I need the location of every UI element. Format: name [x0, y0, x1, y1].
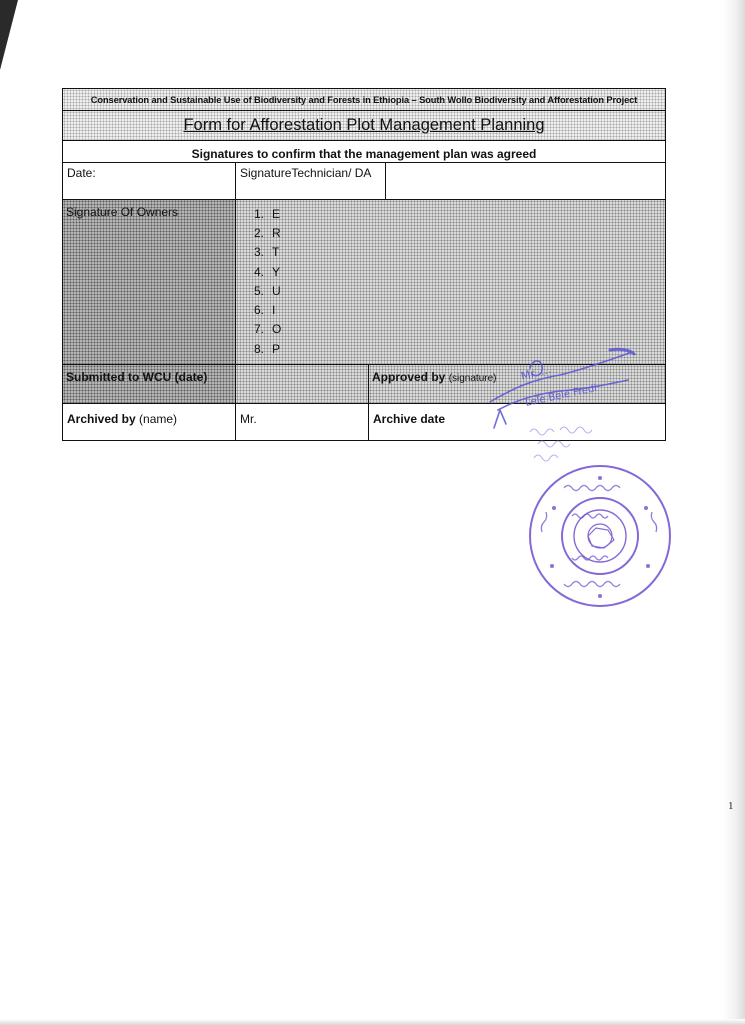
technician-signature-cell[interactable] — [236, 163, 386, 199]
official-seal — [524, 462, 676, 610]
owner-name: E — [272, 206, 281, 221]
owner-number: 8. — [253, 341, 264, 356]
archived-hint: (name) — [139, 412, 178, 426]
scan-edge-bottom — [0, 1019, 745, 1025]
technician-label: SignatureTechnician/ DA — [240, 166, 372, 180]
owner-item[interactable] — [242, 223, 665, 242]
owner-name: P — [272, 341, 281, 356]
archive-date-label: Archive date — [373, 412, 446, 426]
owner-item[interactable] — [242, 262, 665, 281]
owner-item[interactable] — [242, 300, 665, 319]
signature-title: Lele Bele Fredi — [524, 383, 599, 409]
submitted-date-field[interactable] — [236, 365, 369, 403]
owner-item[interactable] — [242, 281, 665, 300]
owner-name: U — [272, 283, 281, 298]
scan-shadow — [0, 0, 18, 70]
signature-name: Mr. ... — [519, 362, 553, 383]
signature-stamp — [470, 340, 670, 470]
owner-name: O — [272, 322, 282, 337]
owner-number: 2. — [253, 225, 264, 240]
scan-edge-right — [723, 0, 745, 1025]
archived-label: Archived by — [67, 412, 136, 426]
archived-by-cell — [63, 404, 236, 440]
signatures-heading: Signatures to confirm that the management plan was agreed — [191, 147, 537, 161]
form-title: Form for Afforestation Plot Management Planning — [183, 116, 545, 134]
owner-item[interactable] — [242, 204, 665, 223]
signatures-heading-row — [63, 141, 665, 163]
date-cell[interactable] — [63, 163, 236, 199]
owner-item[interactable] — [242, 243, 665, 262]
approved-label: Approved by — [372, 370, 446, 384]
title-row — [63, 111, 665, 141]
owner-name: R — [272, 225, 281, 240]
owner-item[interactable] — [242, 320, 665, 339]
approved-hint: (signature) — [448, 373, 497, 384]
page-number: 1 — [728, 800, 734, 812]
owner-number: 5. — [253, 283, 264, 298]
owner-number: 6. — [253, 303, 264, 318]
owners-label: Signature Of Owners — [66, 205, 179, 219]
owner-name: Y — [272, 264, 281, 279]
submitted-label: Submitted to WCU (date) — [66, 370, 208, 384]
archived-by-field[interactable] — [236, 404, 369, 440]
archived-value: Mr. — [240, 412, 257, 426]
technician-signature-field[interactable] — [386, 163, 665, 199]
owner-number: 7. — [253, 322, 264, 337]
owner-number: 4. — [253, 264, 264, 279]
date-row — [63, 163, 665, 200]
project-header: Conservation and Sustainable Use of Biodiversity and Forests in Ethiopia – South Wollo Biodiversity and Afforestation Project — [90, 94, 638, 105]
owner-name: I — [272, 303, 276, 318]
owner-number: 3. — [253, 245, 264, 260]
submitted-label-cell — [63, 365, 236, 403]
owners-label-cell — [63, 200, 236, 364]
owner-name: T — [272, 245, 280, 260]
date-label: Date: — [67, 166, 96, 180]
owner-number: 1. — [253, 206, 264, 221]
project-header-row — [63, 89, 665, 111]
